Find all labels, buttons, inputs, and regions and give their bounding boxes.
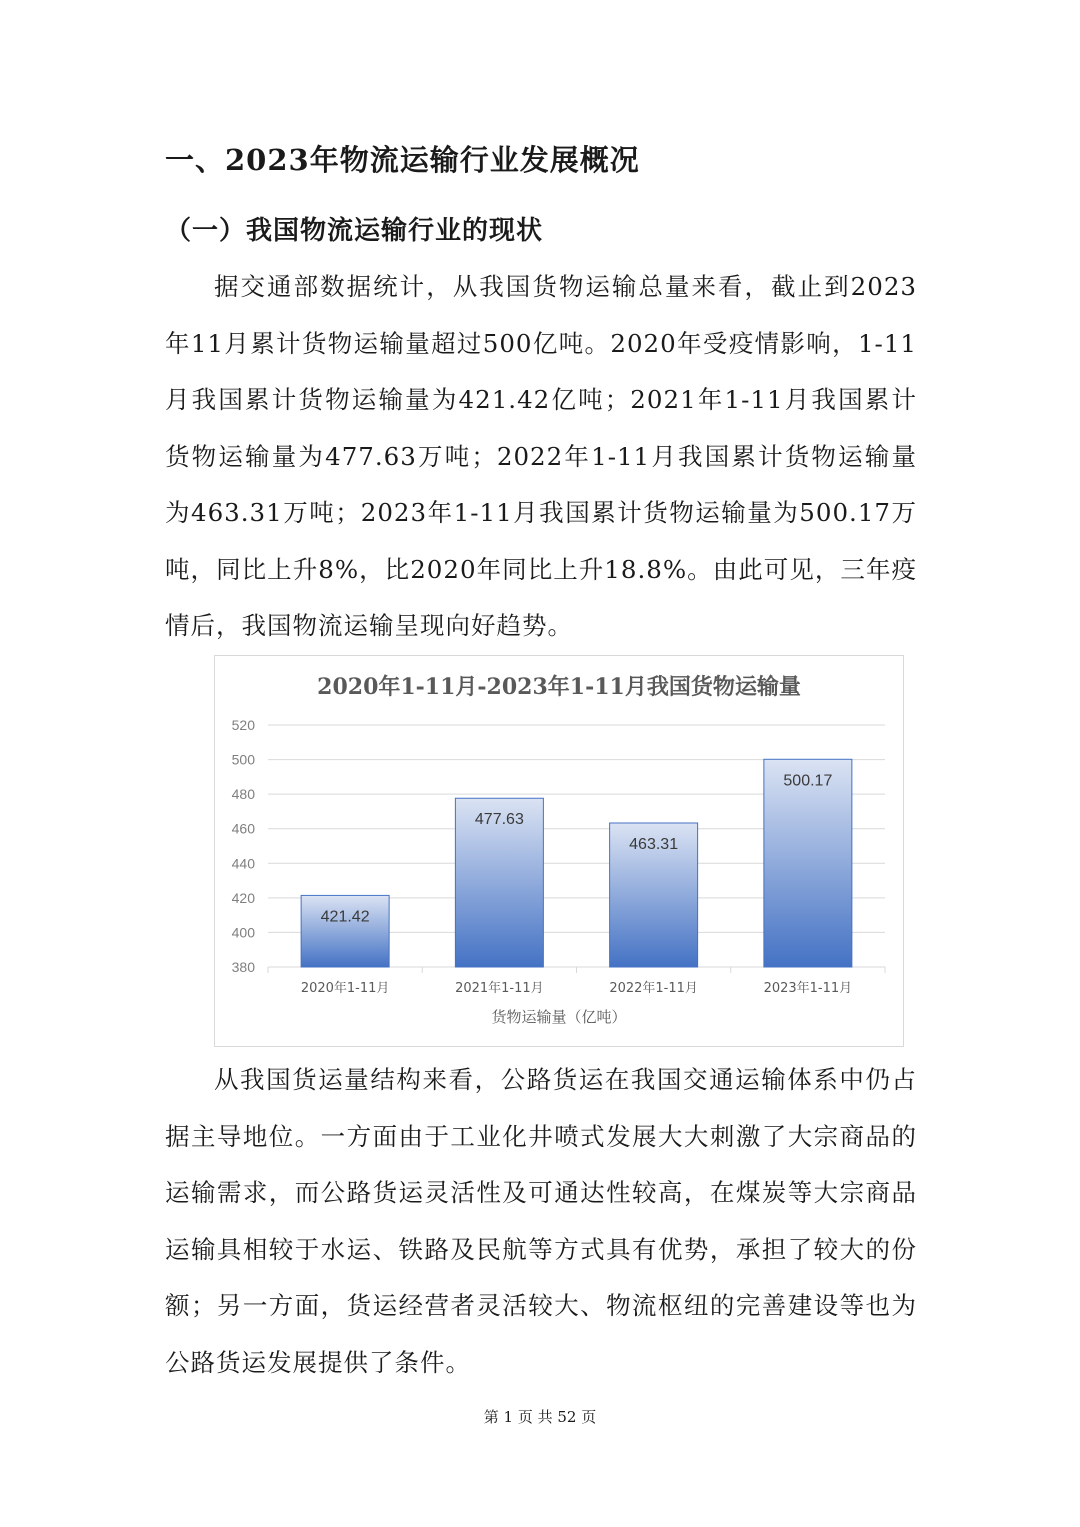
chart-svg xyxy=(215,656,903,1046)
paragraph-freight-structure: 从我国货运量结构来看，公路货运在我国交通运输体系中仍占据主导地位。一方面由于工业化井喷式发展大大刺激了大宗商品的运输需求，而公路货运灵活性及可通达性较高，在煤炭等大宗商品运输具相较于水运、铁路及民航等方式具有优势，承担了较大的份额；另一方面，货运经营者灵活较大、物流枢纽的完善建设等也为公路货运发展提供了条件。 xyxy=(165,1065,917,1377)
y-tick-label: 380 xyxy=(231,959,255,975)
y-tick-label: 520 xyxy=(231,717,255,733)
paragraph-freight-volume: 据交通部数据统计，从我国货物运输总量来看，截止到2023年11月累计货物运输量超过500亿吨。2020年受疫情影响，1-11月我国累计货物运输量为421.42亿吨；2021年1-11月我国累计货物运输量为477.63万吨；2022年1-11月我国累计货物运输量为463.31万吨；2023年1-11月我国累计货物运输量为500.17万吨，同比上升8%，比2020年同比上升18.8%。由此可见，三年疫情后，我国物流运输呈现向好趋势。 xyxy=(165,272,917,640)
data-label: 421.42 xyxy=(320,908,370,926)
section-heading: 一、2023年物流运输行业发展概况 xyxy=(165,143,640,177)
x-tick-label: 2020年1-11月 xyxy=(300,981,390,996)
y-tick-label: 480 xyxy=(231,786,255,803)
bar-4 xyxy=(764,759,852,967)
subsection-heading: （一）我国物流运输行业的现状 xyxy=(165,216,544,246)
bar-1 xyxy=(301,895,389,967)
x-axis-title: 货物运输量（亿吨） xyxy=(491,1008,627,1026)
data-label: 463.31 xyxy=(629,835,679,853)
data-label: 500.17 xyxy=(783,772,833,790)
data-label: 477.63 xyxy=(474,811,524,829)
x-tick-label: 2023年1-11月 xyxy=(763,981,853,996)
freight-volume-chart xyxy=(214,655,904,1047)
y-tick-label: 440 xyxy=(231,855,255,872)
y-tick-label: 400 xyxy=(231,924,255,941)
x-tick-label: 2021年1-11月 xyxy=(455,981,544,996)
y-tick-label: 420 xyxy=(231,889,255,906)
chart-title: 2020年1-11月-2023年1-11月我国货物运输量 xyxy=(317,674,801,700)
x-tick-label: 2022年1-11月 xyxy=(609,981,698,996)
y-tick-label: 460 xyxy=(231,820,255,837)
y-tick-label: 500 xyxy=(231,751,255,768)
page-footer: 第 1 页 共 52 页 xyxy=(483,1408,597,1426)
